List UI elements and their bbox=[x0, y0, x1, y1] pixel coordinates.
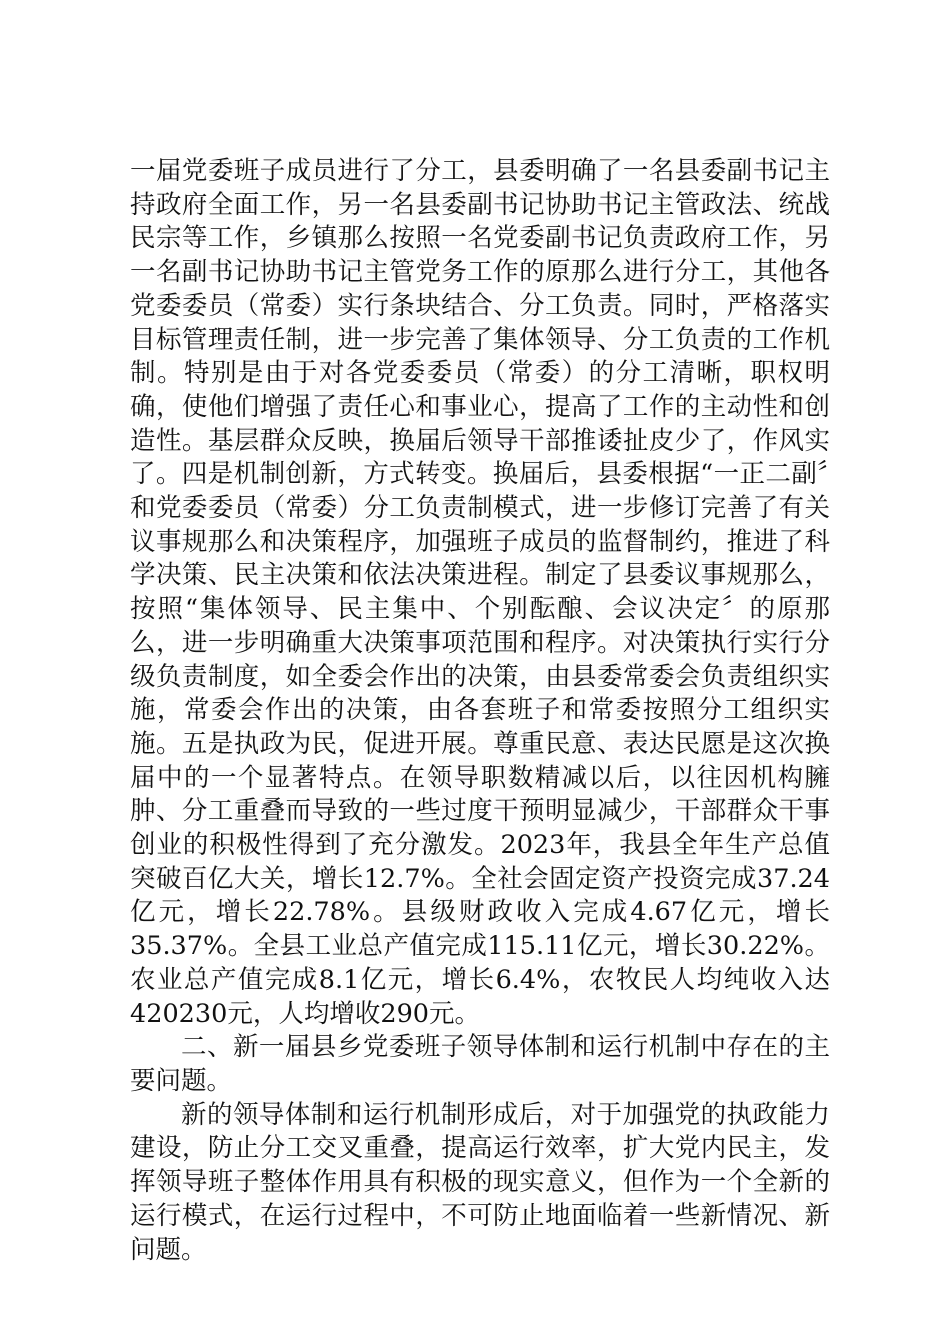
paragraph-new-system: 新的领导体制和运行机制形成后，对于加强党的执政能力建设，防止分工交叉重叠，提高运行效率，扩大党内民主，发挥领导班子整体作用具有积极的现实意义，但作为一个全新的运行模式，在运行过程中，不可防止地面临着一些新情况、新问题。 bbox=[130, 1099, 830, 1265]
paragraph-body-continuation: 一届党委班子成员进行了分工，县委明确了一名县委副书记主持政府全面工作，另一名县委副书记协助书记主管政法、统战民宗等工作，乡镇那么按照一名党委副书记负责政府工作，另一名副书记协助书记主管党务工作的原那么进行分工，其他各党委委员（常委）实行条块结合、分工负责。同时，严格落实目标管理责任制，进一步完善了集体领导、分工负责的工作机制。特别是由于对各党委委员（常委）的分工清晰，职权明确，使他们增强了责任心和事业心，提高了工作的主动性和创造性。基层群众反映，换届后领导干部推诿扯皮少了，作风实了。四是机制创新，方式转变。换届后，县委根据“一正二副〞和党委委员（常委）分工负责制模式，进一步修订完善了有关议事规那么和决策程序，加强班子成员的监督制约，推进了科学决策、民主决策和依法决策进程。制定了县委议事规那么，按照“集体领导、民主集中、个别酝酿、会议决定〞的原那么，进一步明确重大决策事项范围和程序。对决策执行实行分级负责制度，如全委会作出的决策，由县委常委会负责组织实施，常委会作出的决策，由各套班子和常委按照分工组织实施。五是执政为民，促进开展。尊重民意、表达民愿是这次换届中的一个显著特点。在领导职数精减以后，以往因机构臃肿、分工重叠而导致的一些过度干预明显减少，干部群众干事创业的积极性得到了充分激发。2023年，我县全年生产总值突破百亿大关，增长12.7%。全社会固定资产投资完成37.24亿元，增长22.78%。县级财政收入完成4.67亿元，增长35.37%。全县工业总产值完成115.11亿元，增长30.22%。农业总产值完成8.1亿元，增长6.4%，农牧民人均纯收入达420230元，人均增收290元。 bbox=[130, 156, 830, 1029]
section-heading-problems: 二、新一届县乡党委班子领导体制和运行机制中存在的主要问题。 bbox=[130, 1032, 830, 1096]
document-body bbox=[130, 155, 830, 1267]
